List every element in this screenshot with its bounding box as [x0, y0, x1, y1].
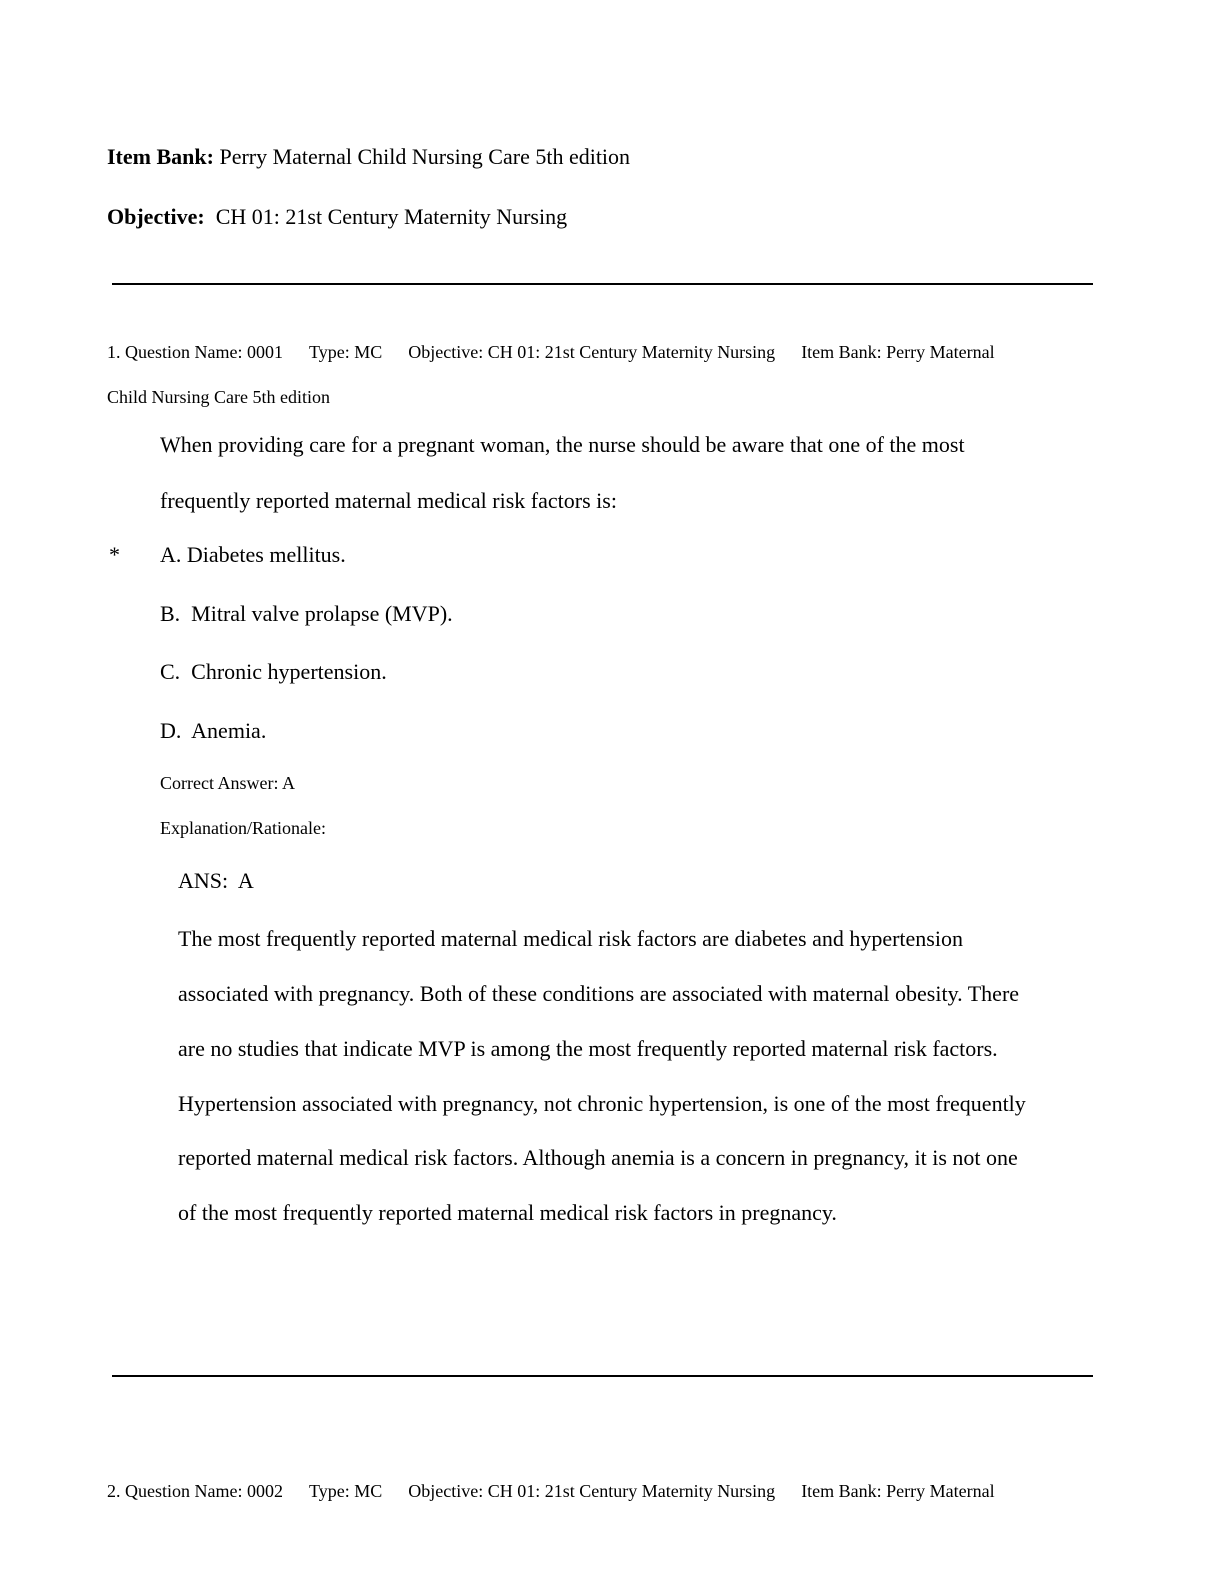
m: Item Bank: Perry Maternal	[801, 1481, 995, 1501]
rationale-line: reported maternal medical risk factors. Although anemia is a concern in pregnancy, it is not one	[178, 1145, 1018, 1170]
m: 1. Question Name: 0001	[107, 342, 283, 362]
objective: CH 01: 21st Century Maternity Nursing	[215, 204, 568, 229]
rationale-line: Hypertension associated with pregnancy, not chronic hypertension, is one of the most frequently	[178, 1091, 1026, 1116]
m: Type: MC	[308, 342, 383, 362]
rationale-line: of the most frequently reported maternal medical risk factors in pregnancy.	[178, 1200, 837, 1225]
divider	[112, 283, 1093, 285]
option-a: A. Diabetes mellitus.	[160, 542, 346, 567]
m: Item Bank: Perry Maternal	[801, 342, 995, 362]
correct-marker: *	[109, 542, 120, 567]
question-meta-cont: Child Nursing Care 5th edition	[107, 387, 330, 407]
m: 2. Question Name: 0002	[107, 1481, 283, 1501]
question-meta	[107, 1481, 1021, 1502]
option-c: C. Chronic hypertension.	[160, 659, 387, 684]
correct-answer: Correct Answer: A	[160, 773, 295, 793]
m: Objective: CH 01: 21st Century Maternity Nursing	[408, 342, 776, 362]
question-meta	[107, 342, 1021, 363]
rationale-line: The most frequently reported maternal medical risk factors are diabetes and hypertension	[178, 926, 963, 951]
m: Type: MC	[308, 1481, 383, 1501]
objective-line	[107, 204, 567, 230]
question-stem: frequently reported maternal medical risk factors is:	[160, 488, 617, 513]
explanation-label: Explanation/Rationale:	[160, 818, 326, 838]
question-stem: When providing care for a pregnant woman, the nurse should be aware that one of the most	[160, 432, 965, 457]
item-bank: Perry Maternal Child Nursing Care 5th edition	[219, 144, 631, 169]
option-d: D. Anemia.	[160, 718, 267, 743]
label: Objective:	[107, 204, 205, 229]
ans: ANS: A	[178, 868, 254, 893]
rationale-line: are no studies that indicate MVP is among the most frequently reported maternal risk factors.	[178, 1036, 998, 1061]
m: Objective: CH 01: 21st Century Maternity Nursing	[408, 1481, 776, 1501]
label: Item Bank:	[107, 144, 214, 169]
rationale-line: associated with pregnancy. Both of these conditions are associated with maternal obesity. There	[178, 981, 1020, 1006]
divider	[112, 1375, 1093, 1377]
option-b: B. Mitral valve prolapse (MVP).	[160, 601, 453, 626]
item-bank-line	[107, 144, 630, 170]
